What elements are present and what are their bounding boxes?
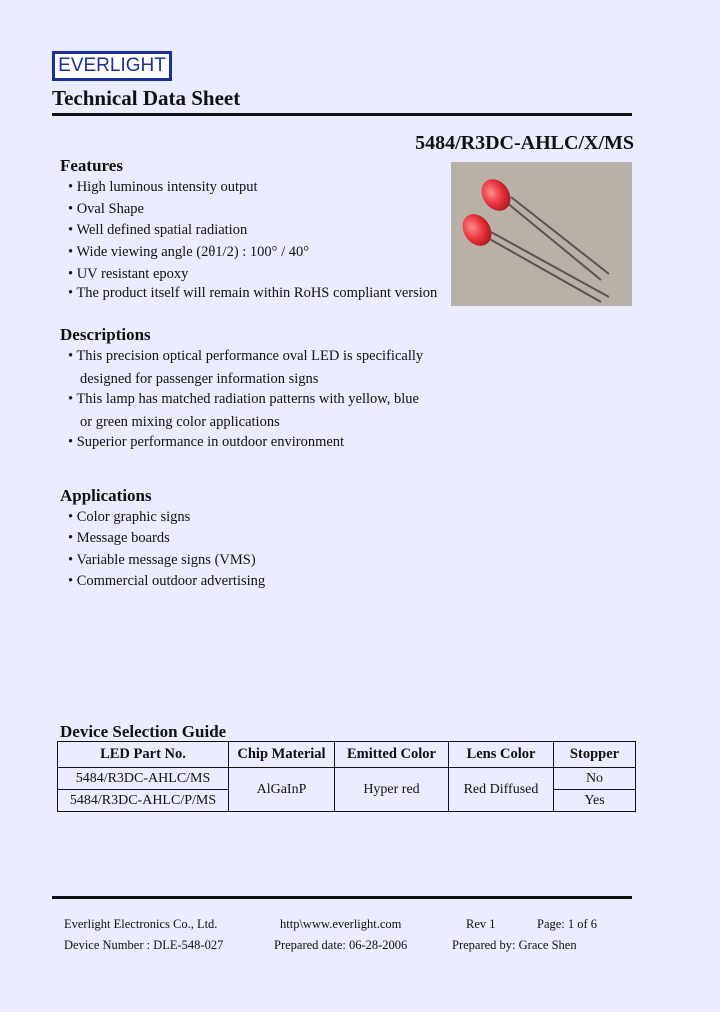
footer-prepared-by: Prepared by: Grace Shen [452, 938, 577, 952]
description-item: • This precision optical performance oval LED is specifically [68, 348, 424, 364]
column-header: LED Part No. [58, 742, 229, 768]
lens-color-cell: Red Diffused [449, 768, 554, 812]
footer-url: http\www.everlight.com [280, 917, 402, 931]
application-item: • Message boards [68, 530, 170, 546]
column-header: Stopper [554, 742, 636, 768]
application-item: • Commercial outdoor advertising [68, 573, 266, 589]
stopper-cell: No [554, 768, 636, 790]
application-item: • Variable message signs (VMS) [68, 552, 256, 568]
stopper-cell: Yes [554, 790, 636, 812]
descriptions-heading: Descriptions [60, 325, 151, 344]
features-heading: Features [60, 156, 123, 175]
column-header: Chip Material [229, 742, 335, 768]
description-item: • Superior performance in outdoor environment [68, 434, 345, 450]
column-header: Lens Color [449, 742, 554, 768]
application-item: • Color graphic signs [68, 509, 191, 525]
footer-prepared-date: Prepared date: 06-28-2006 [274, 938, 408, 952]
red-oval-led-photo-icon [451, 162, 632, 306]
footer-page: Page: 1 of 6 [537, 917, 598, 931]
feature-item: • Oval Shape [68, 201, 144, 217]
document-title: Technical Data Sheet [52, 86, 241, 110]
footer-company: Everlight Electronics Co., Ltd. [64, 917, 218, 931]
emitted-color-cell: Hyper red [335, 768, 449, 812]
feature-item: • UV resistant epoxy [68, 266, 189, 282]
description-continuation: or green mixing color applications [80, 414, 280, 430]
feature-item: • High luminous intensity output [68, 179, 258, 195]
part-number-cell: 5484/R3DC-AHLC/MS [58, 768, 229, 790]
feature-item: • Wide viewing angle (2θ1/2) : 100° / 40° [68, 244, 310, 260]
column-header: Emitted Color [335, 742, 449, 768]
description-item: • This lamp has matched radiation patterns with yellow, blue [68, 391, 419, 407]
device-selection-table [57, 741, 636, 812]
footer-revision: Rev 1 [466, 917, 496, 931]
feature-item: • Well defined spatial radiation [68, 222, 248, 238]
table-row [58, 768, 636, 790]
header-divider [52, 113, 632, 116]
table-header-row [58, 742, 636, 768]
applications-heading: Applications [60, 486, 152, 505]
selection-guide-heading: Device Selection Guide [60, 722, 227, 741]
description-continuation: designed for passenger information signs [80, 371, 319, 387]
footer-device-number: Device Number : DLE-548-027 [64, 938, 224, 952]
part-number-cell: 5484/R3DC-AHLC/P/MS [58, 790, 229, 812]
footer-divider [52, 896, 632, 899]
feature-item: • The product itself will remain within RoHS compliant version [68, 285, 438, 301]
logo-text: EVERLIGHT [58, 55, 166, 76]
everlight-logo [52, 51, 172, 81]
chip-material-cell: AlGaInP [229, 768, 335, 812]
part-number: 5484/R3DC-AHLC/X/MS [415, 132, 634, 154]
